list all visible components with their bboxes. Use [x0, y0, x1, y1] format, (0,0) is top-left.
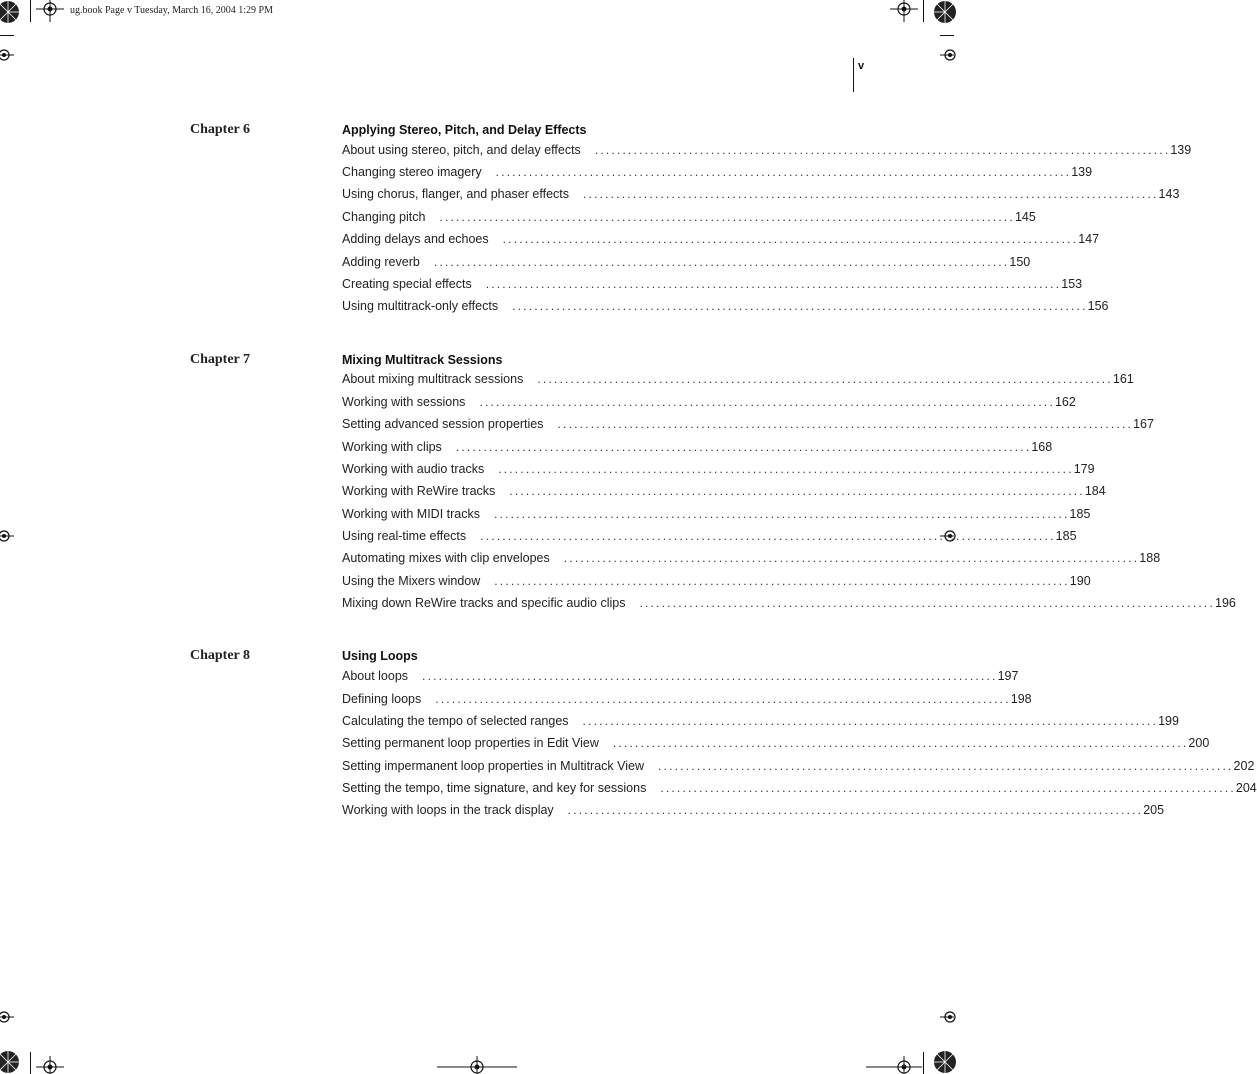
dot-leader: ........................................................................................................ [557, 417, 1134, 431]
toc-entry[interactable] [342, 803, 1165, 821]
toc-entry-text: Setting permanent loop properties in Edit View [342, 736, 599, 750]
toc-entry-text: Working with ReWire tracks [342, 484, 496, 498]
toc-entry-text: Working with loops in the track display [342, 803, 554, 817]
dot-leader: ........................................................................................................ [612, 736, 1189, 750]
dot-leader: ........................................................................................................ [485, 277, 1062, 291]
dot-leader: ........................................................................................................ [639, 596, 1215, 610]
toc-entry[interactable] [342, 372, 1134, 390]
page-number: 168 [1031, 440, 1053, 454]
toc-entry[interactable] [342, 232, 1100, 250]
toc-entry-text: Setting impermanent loop properties in Multitrack View [342, 759, 644, 773]
chapter-label: Chapter 8 [190, 648, 251, 663]
toc-entry-text: Creating special effects [342, 277, 472, 291]
page-number: 147 [1078, 232, 1100, 246]
dot-leader: ........................................................................................................ [495, 165, 1072, 179]
crop-mark-top-right-v [923, 0, 924, 22]
registration-mark-bottom-left-icon [36, 1056, 64, 1074]
toc-entry[interactable] [342, 255, 1031, 273]
page-number: 197 [997, 669, 1019, 683]
slug-line: ug.book Page v Tuesday, March 16, 2004 1:29 PM [70, 5, 273, 16]
starburst-mark-top-right-icon [932, 0, 954, 24]
toc-entry-text: Working with MIDI tracks [342, 507, 480, 521]
toc-entry-text: Setting the tempo, time signature, and key for sessions [342, 781, 647, 795]
dot-leader: ........................................................................................................ [537, 372, 1113, 386]
page-number: 153 [1061, 277, 1083, 291]
toc-entry[interactable] [342, 551, 1161, 569]
page-number: 185 [1055, 529, 1077, 543]
toc-entry-text: Using the Mixers window [342, 574, 481, 588]
dot-leader: ........................................................................................................ [480, 529, 1056, 543]
crop-mark-top-left-h [0, 35, 14, 36]
toc-entry[interactable] [342, 507, 1091, 525]
dot-leader: ........................................................................................................ [435, 692, 1011, 706]
toc-entry[interactable] [342, 165, 1093, 183]
dot-leader: ........................................................................................................ [494, 574, 1070, 588]
page-number: 139 [1071, 165, 1093, 179]
page-number: 143 [1158, 187, 1180, 201]
page-number: 204 [1235, 781, 1257, 795]
page-number: 184 [1084, 484, 1106, 498]
registration-mark-top-left-icon [36, 0, 64, 22]
toc-entry[interactable] [342, 574, 1091, 592]
toc-entry[interactable] [342, 736, 1210, 754]
crop-mark-bottom-left-v [30, 1052, 31, 1074]
toc-entry[interactable] [342, 187, 1180, 205]
toc-entry-text: About mixing multitrack sessions [342, 372, 524, 386]
folio-rule [853, 58, 854, 92]
toc-entry-text: Mixing down ReWire tracks and specific audio clips [342, 596, 626, 610]
toc-entry[interactable] [342, 462, 1095, 480]
registration-mark-left-top-icon [0, 40, 14, 70]
toc-entry[interactable] [342, 395, 1076, 413]
toc-entry-text: Using multitrack-only effects [342, 299, 499, 313]
toc-entry[interactable] [342, 692, 1032, 710]
dot-leader: ........................................................................................................ [498, 462, 1074, 476]
page-number: 196 [1215, 596, 1236, 610]
page-number: 205 [1143, 803, 1165, 817]
page-number: 185 [1069, 507, 1091, 521]
dot-leader: ........................................................................................................ [512, 299, 1088, 313]
toc-entry[interactable] [342, 759, 1255, 777]
toc-entry-text: Defining loops [342, 692, 422, 706]
page-number: 156 [1087, 299, 1109, 313]
starburst-mark-bottom-right-icon [932, 1050, 954, 1074]
dot-leader: ........................................................................................................ [433, 255, 1010, 269]
starburst-mark-top-left-icon [0, 0, 20, 24]
toc-entry-text: Working with sessions [342, 395, 466, 409]
dot-leader: ........................................................................................................ [502, 232, 1079, 246]
toc-entry[interactable] [342, 484, 1106, 502]
toc-entry-text: Setting advanced session properties [342, 417, 544, 431]
page-number: 167 [1133, 417, 1154, 431]
toc-entry-text: Changing pitch [342, 210, 426, 224]
toc-entry-text: Working with clips [342, 440, 442, 454]
registration-mark-right-top-icon [940, 40, 954, 70]
registration-mark-right-bottom-icon [940, 1002, 954, 1032]
toc-entry-text: Adding reverb [342, 255, 420, 269]
toc-entry[interactable] [342, 596, 1236, 614]
registration-mark-bottom-center-icon [437, 1056, 517, 1074]
page-number: 162 [1054, 395, 1076, 409]
dot-leader: ........................................................................................................ [583, 187, 1159, 201]
page-number: 179 [1073, 462, 1095, 476]
registration-mark-left-bottom-icon [0, 1002, 14, 1032]
dot-leader: ........................................................................................................ [660, 781, 1236, 795]
page-number: 145 [1014, 210, 1036, 224]
page-folio: v [858, 60, 865, 72]
toc-entry[interactable] [342, 417, 1154, 435]
toc-entry[interactable] [342, 299, 1109, 317]
page-number: 161 [1112, 372, 1134, 386]
registration-mark-top-right-icon [890, 0, 918, 22]
dot-leader: ........................................................................................................ [594, 143, 1171, 157]
chapter-label: Chapter 7 [190, 352, 251, 367]
page-number: 190 [1069, 574, 1091, 588]
page-number: 188 [1139, 551, 1161, 565]
page-number: 150 [1009, 255, 1031, 269]
dot-leader: ........................................................................................................ [563, 551, 1140, 565]
registration-mark-left-middle-icon [0, 521, 14, 551]
dot-leader: ........................................................................................................ [658, 759, 1234, 773]
dot-leader: ........................................................................................................ [439, 210, 1015, 224]
dot-leader: ........................................................................................................ [582, 714, 1159, 728]
chapter-title: Mixing Multitrack Sessions [342, 353, 503, 367]
toc-entry-text: About loops [342, 669, 409, 683]
registration-mark-bottom-right-icon [866, 1056, 922, 1074]
page-number: 202 [1233, 759, 1255, 773]
toc-entry[interactable] [342, 781, 1257, 799]
toc-entry[interactable] [342, 714, 1179, 732]
dot-leader: ........................................................................................................ [455, 440, 1032, 454]
toc-entry[interactable] [342, 143, 1192, 161]
toc-entry[interactable] [342, 529, 1077, 547]
dot-leader: ........................................................................................................ [479, 395, 1055, 409]
crop-mark-top-right-h [940, 35, 954, 36]
dot-leader: ........................................................................................................ [567, 803, 1144, 817]
toc-entry-text: Using real-time effects [342, 529, 467, 543]
crop-mark-top-left-v [30, 0, 31, 22]
toc-entry-text: Using chorus, flanger, and phaser effects [342, 187, 569, 201]
page-number: 198 [1010, 692, 1032, 706]
toc-entry[interactable] [342, 669, 1019, 687]
toc-entry-text: Changing stereo imagery [342, 165, 482, 179]
toc-entry-text: Adding delays and echoes [342, 232, 489, 246]
toc-entry[interactable] [342, 440, 1053, 458]
page-number: 199 [1158, 714, 1179, 728]
starburst-mark-bottom-left-icon [0, 1050, 20, 1074]
toc-entry-text: About using stereo, pitch, and delay effects [342, 143, 581, 157]
dot-leader: ........................................................................................................ [509, 484, 1085, 498]
toc-entry[interactable] [342, 210, 1036, 228]
toc-entry-text: Working with audio tracks [342, 462, 485, 476]
crop-mark-bottom-right-v [923, 1052, 924, 1074]
toc-entry[interactable] [342, 277, 1083, 295]
toc-entry-text: Automating mixes with clip envelopes [342, 551, 550, 565]
page-number: 139 [1170, 143, 1192, 157]
chapter-label: Chapter 6 [190, 122, 251, 137]
chapter-title: Applying Stereo, Pitch, and Delay Effects [342, 123, 587, 137]
dot-leader: ........................................................................................................ [422, 669, 998, 683]
chapter-title: Using Loops [342, 649, 418, 663]
toc-entry-text: Calculating the tempo of selected ranges [342, 714, 569, 728]
page-number: 200 [1188, 736, 1210, 750]
dot-leader: ........................................................................................................ [494, 507, 1070, 521]
